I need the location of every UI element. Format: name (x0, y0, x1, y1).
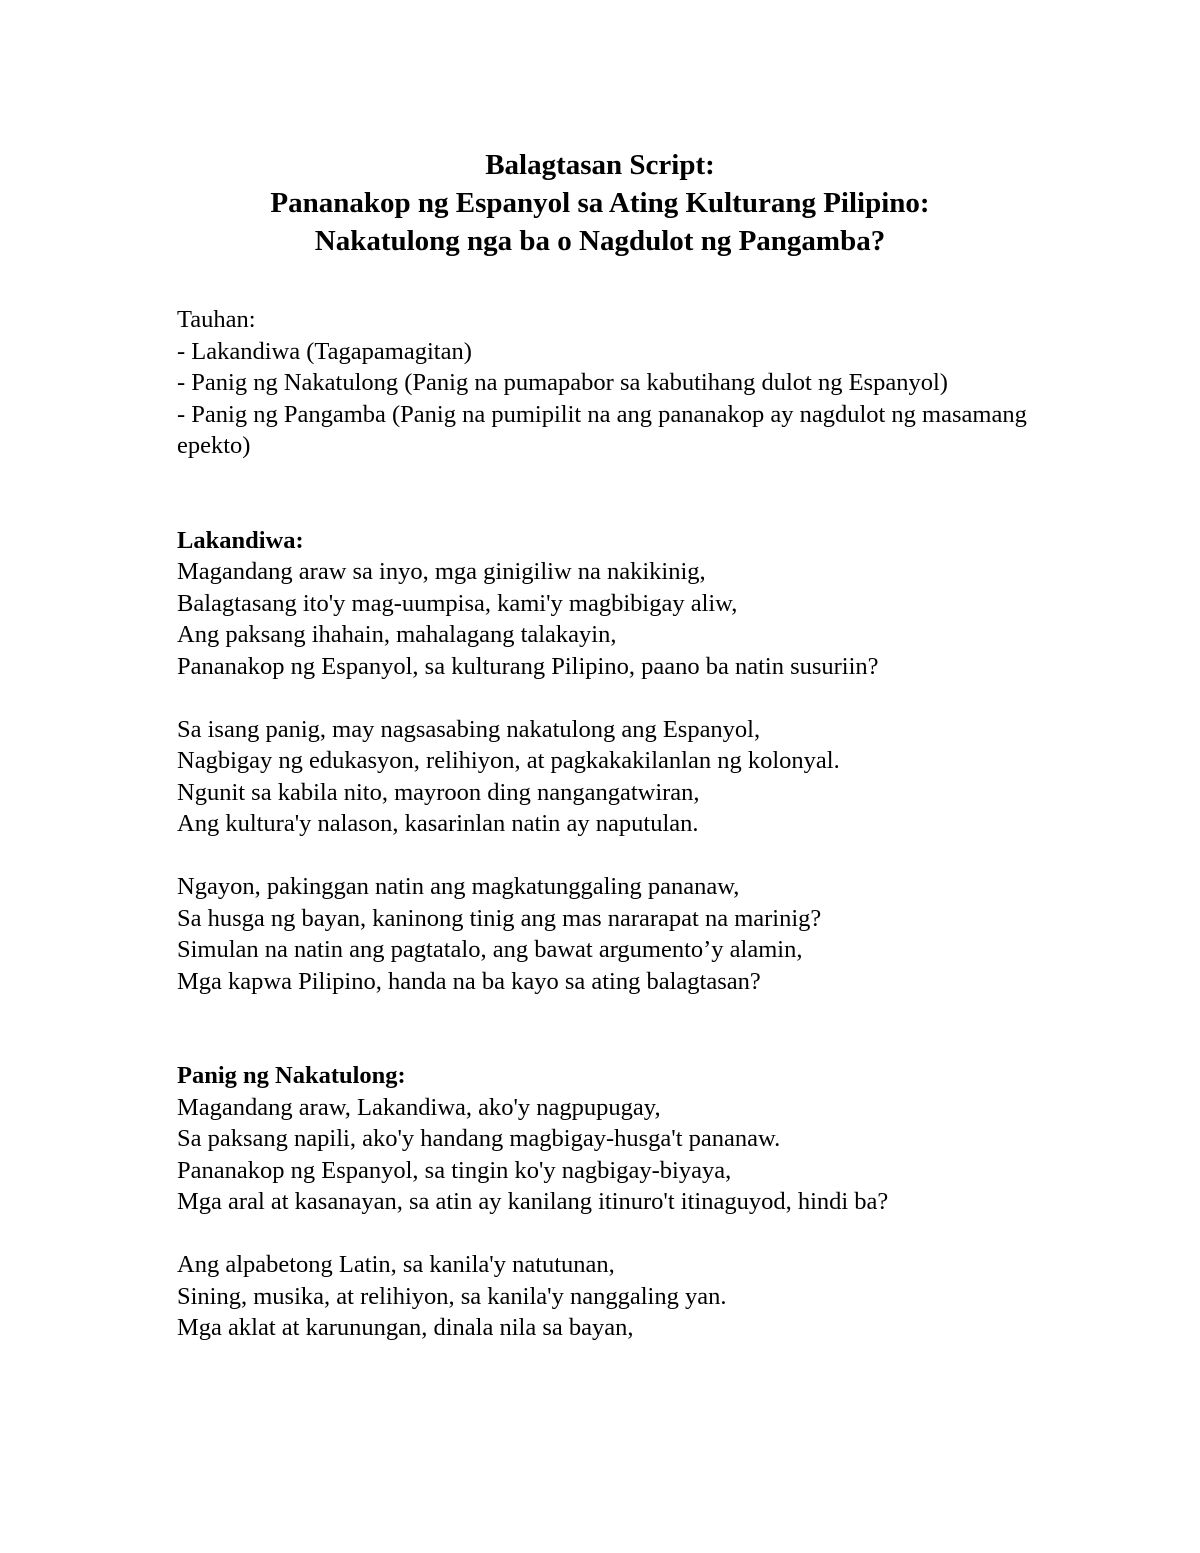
stanza (177, 1249, 1037, 1344)
stanza (177, 1092, 1037, 1218)
verse-line: Sa isang panig, may nagsasabing nakatulong ang Espanyol, (177, 715, 761, 743)
tauhan-item: - Panig ng Nakatulong (Panig na pumapabor sa kabutihang dulot ng Espanyol) (177, 369, 948, 396)
verse-line: Sa husga ng bayan, kaninong tinig ang mas nararapat na marinig? (177, 904, 822, 932)
tauhan-section (177, 304, 1037, 462)
verse-line: Ang alpabetong Latin, sa kanila'y natutunan, (177, 1251, 615, 1278)
verse-line: Magandang araw, Lakandiwa, ako'y nagpupugay, (177, 1093, 661, 1121)
verse-line: Ang kultura'y nalason, kasarinlan natin ay naputulan. (177, 810, 699, 837)
stanza (177, 714, 1037, 840)
document-title (0, 146, 1200, 260)
document-page (177, 140, 1037, 1344)
verse-line: Balagtasang ito'y mag-uumpisa, kami'y magbibigay aliw, (177, 589, 738, 617)
stanza (177, 556, 1037, 682)
tauhan-heading: Tauhan: (177, 306, 256, 333)
title-line-1: Balagtasan Script: (485, 149, 715, 181)
stanza (177, 871, 1037, 997)
verse-line: Ngunit sa kabila nito, mayroon ding nangangatwiran, (177, 778, 700, 806)
verse-line: Mga kapwa Pilipino, handa na ba kayo sa ating balagtasan? (177, 967, 761, 995)
verse-line: Ngayon, pakinggan natin ang magkatunggaling pananaw, (177, 873, 740, 900)
verse-line: Pananakop ng Espanyol, sa kulturang Pilipino, paano ba natin susuriin? (177, 652, 879, 680)
verse-line: Magandang araw sa inyo, mga ginigiliw na nakikinig, (177, 558, 706, 585)
verse-line: Simulan na natin ang pagtatalo, ang bawat argumento’y alamin, (177, 936, 803, 963)
verse-line: Sa paksang napili, ako'y handang magbigay-husga't pananaw. (177, 1125, 781, 1152)
verse-line: Nagbigay ng edukasyon, relihiyon, at pagkakakilanlan ng kolonyal. (177, 747, 840, 774)
title-line-3: Nakatulong nga ba o Nagdulot ng Pangamba? (314, 225, 886, 257)
verse-line: Mga aral at kasanayan, sa atin ay kanilang itinuro't itinaguyod, hindi ba? (177, 1188, 889, 1215)
tauhan-item: - Panig ng Pangamba (Panig na pumipilit na ang pananakop ay nagdulot ng masamang epekto) (177, 400, 1027, 459)
title-line-2: Pananakop ng Espanyol sa Ating Kulturang Pilipino: (270, 187, 930, 219)
verse-line: Pananakop ng Espanyol, sa tingin ko'y nagbigay-biyaya, (177, 1156, 732, 1184)
speaker-nakatulong: Panig ng Nakatulong: (177, 1062, 406, 1089)
tauhan-item: - Lakandiwa (Tagapamagitan) (177, 337, 472, 365)
nakatulong-section (177, 1060, 1037, 1344)
lakandiwa-section (177, 525, 1037, 998)
speaker-lakandiwa: Lakandiwa: (177, 526, 304, 554)
verse-line: Ang paksang ihahain, mahalagang talakayin, (177, 621, 617, 648)
verse-line: Sining, musika, at relihiyon, sa kanila'y nanggaling yan. (177, 1282, 727, 1310)
verse-line: Mga aklat at karunungan, dinala nila sa bayan, (177, 1314, 634, 1341)
